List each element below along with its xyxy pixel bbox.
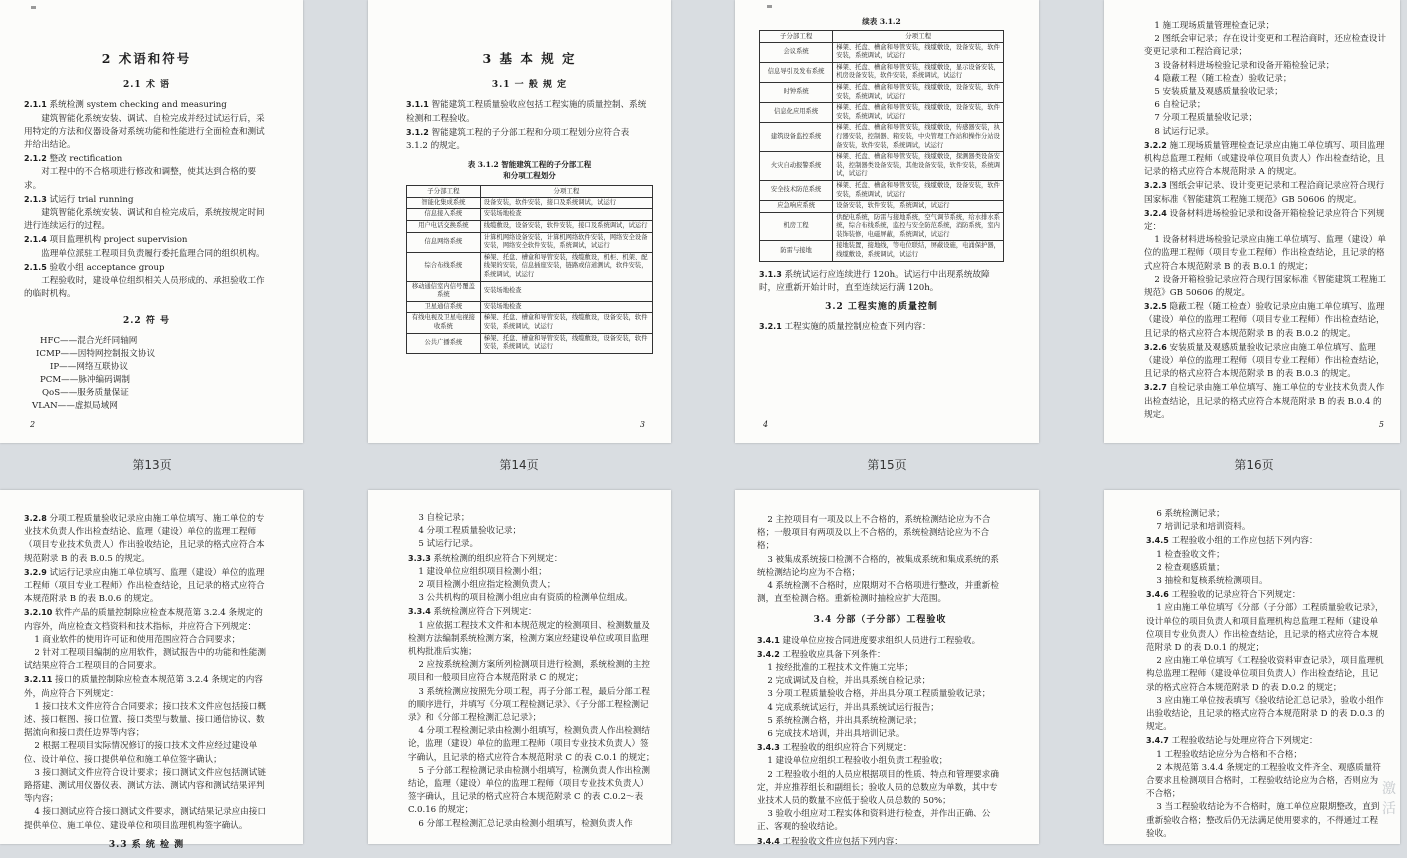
table-cell: 火灾自动报警系统 (760, 152, 833, 181)
paragraph (24, 634, 269, 647)
table-cell: 智能化集成系统 (407, 197, 481, 209)
paragraph (759, 320, 1004, 334)
table-cell: 梯架、托盘、槽盒和导管安装，线缆敷设，机柜、机架、配线架的安装，信息插座安装，链路或信道测试，软件安装，系统调试，试运行 (480, 252, 652, 281)
term-heading (24, 152, 269, 166)
clause-text: 2 根据工程项目实际情况修订的接口技术文件应经过建设单位、设计单位、接口提供单位和施工单位签字确认； (24, 741, 258, 765)
clause-text: 系统检测应符合下列规定： (433, 607, 537, 618)
paragraph (1146, 695, 1386, 735)
paragraph (406, 98, 653, 125)
document-page-18[interactable] (368, 490, 671, 844)
term-heading (24, 261, 269, 275)
item-list (1146, 508, 1386, 534)
clause-text: 分项工程质量验收记录应由施工单位填写、施工单位的专业技术负责人作出检查结论、监理（建设）单位的监理工程师（项目专业技术负责人）作出验收结论，且记录的格式应符合本规范附录 B 的表 B.0.5 的规定。 (24, 514, 265, 564)
section-title: 3.4 分部（子分部）工程验收 (813, 615, 947, 626)
table-cell: 梯架、托盘、槽盒和导管安装，线缆敷设，设备安装，软件安装，系统调试，试运行 (480, 313, 652, 333)
document-page-15[interactable] (735, 0, 1039, 443)
paragraph (1146, 734, 1386, 748)
clause-text: 3 公共机构的项目检测小组应由有资质的检测单位组成。 (418, 593, 633, 604)
clause-text: 2 应由施工单位填写《工程验收资料审查记录》，项目监理机构总监理工程师（建设单位项目负责人）作出检查结论，且记录的格式应符合本规范附录 D 的表 D.0.2 的规定； (1146, 656, 1384, 693)
table-cell: 安装场地检查 (480, 301, 652, 313)
division-table (406, 185, 653, 354)
document-page-20[interactable] (1104, 490, 1400, 844)
paragraph (406, 126, 653, 153)
table-caption (406, 159, 653, 181)
paragraph (24, 512, 269, 566)
list-item: 7 培训记录和培训资料。 (1156, 522, 1251, 533)
paragraphs (1146, 534, 1386, 841)
clause-text: 2 设备开箱检验记录应符合现行国家标准《智能建筑工程施工规范》GB 50606 的规定。 (1144, 274, 1386, 299)
table-row (407, 313, 653, 333)
table-row (760, 180, 1004, 200)
list-item: 8 试运行记录。 (1154, 126, 1215, 137)
symbol-item: PCM——脉冲编码调制 (40, 374, 130, 385)
table-row (407, 301, 653, 313)
table-cell: 有线电视及卫星电视接收系统 (407, 313, 481, 333)
clause-text: 1 商业软件的使用许可证和使用范围应符合合同要求； (34, 634, 241, 645)
list-item: 6 系统检测记录； (1156, 509, 1225, 519)
clause-number: 3.2.2 (1144, 140, 1167, 150)
table-cell: 公共广播系统 (407, 333, 481, 353)
clause-number: 3.2.9 (24, 567, 47, 577)
term-definition: 建筑智能化系统安装、调试、自检完成并经过试运行后，采用特定的方法和仪器设备对系统功能和性能进行全面检查和测试并给出结论。 (24, 113, 265, 151)
clause-text: 4 完成系统试运行，并出具系统试运行报告； (767, 702, 939, 713)
table-cell: 设备安装，软件安装，系统调试，试运行 (833, 201, 1004, 213)
table-header-cell: 子分部工程 (760, 31, 833, 43)
paragraph (24, 673, 269, 700)
paragraph (408, 659, 655, 685)
clause-number: 3.2.7 (1144, 383, 1167, 393)
table-cell: 安装场地检查 (480, 209, 652, 221)
clause-number: 3.1.1 (406, 100, 429, 110)
paragraph (1146, 762, 1386, 802)
paragraph (24, 606, 269, 633)
clause-number: 3.2.4 (1144, 208, 1167, 218)
table-cell: 梯架、托盘、槽盒和导管安装，线缆敷设，设备安装，软件安装，系统调试，试运行 (833, 82, 1004, 102)
document-page-19[interactable] (735, 490, 1039, 847)
clause-number: 3.4.4 (757, 836, 780, 846)
clause-number: 2.1.3 (24, 194, 47, 204)
table-cell: 时钟系统 (760, 82, 833, 102)
clause-number: 3.4.6 (1146, 590, 1169, 600)
clause-text: 2 项目检测小组应指定检测负责人； (418, 580, 556, 591)
clause-text: 2 应按系统检测方案所列检测项目进行检测，系统检测的主控项目和一般项目应符合本规范附录 C 的规定； (408, 660, 650, 684)
page-caption[interactable]: 第14页 (499, 458, 539, 472)
paragraph (757, 634, 1003, 648)
clause-text: 2 主控项目有一项及以上不合格的，系统检测结论应为不合格；一般项目有两项及以上不合格的，系统检测结论应为不合格； (757, 515, 991, 552)
chapter-title: 3 基 本 规 定 (482, 51, 577, 66)
clause-text: 3 被集成系统接口检测不合格的，被集成系统和集成系统的系统检测结论均应为不合格； (757, 554, 999, 578)
clause-text: 3 接口测试文件应符合设计要求；接口测试文件应包括测试链路搭建、测试用仪器仪表、测试方法、测试内容和测试结果评判等内容； (24, 767, 266, 805)
paragraphs (759, 268, 1004, 295)
paragraph (757, 715, 1003, 728)
clause-text: 图纸会审记录、设计变更记录和工程洽商记录应符合现行国家标准《智能建筑工程施工规范》GB 50606 的规定。 (1144, 181, 1385, 205)
section-title: 3.1 一 般 规 定 (491, 80, 568, 91)
clause-text: 建设单位应按合同进度要求组织人员进行工程验收。 (782, 635, 981, 646)
clause-text: 6 分部工程检测汇总记录由检测小组填写，检测负责人作 (418, 818, 633, 829)
clause-text: 1 应依据工程技术文件和本规范规定的检测项目、检测数量及检测方法编制系统检测方案，检测方案应经建设单位或项目监理机构批准后实施； (408, 620, 650, 658)
paragraph (757, 648, 1003, 662)
clause-text: 智能建筑工程的子分部工程和分项工程划分应符合表 3.1.2 的规定。 (406, 127, 630, 152)
term-name: 整改 rectification (49, 154, 123, 165)
table-row (407, 252, 653, 281)
table-row (760, 62, 1004, 82)
paragraph (24, 701, 269, 741)
clause-text: 2 工程验收小组的人员应根据项目的性质、特点和管理要求确定，并应推荐组长和副组长；验收人员的总数应为单数，其中专业技术人员的数量不应低于验收人员总数的 50%； (757, 769, 999, 807)
term-definition: 监理单位派驻工程项目负责履行委托监理合同的组织机构。 (41, 248, 265, 259)
clause-text: 安装质量及观感质量验收记录应由施工单位填写、监理（建设）单位的监理工程师（项目专业工程师）作出检查结论，且记录的格式应符合本规范附录 B 的表 B.0.3 的规定。 (1144, 342, 1385, 380)
clause-text: 3 抽检和复核系统检测项目。 (1156, 576, 1268, 587)
term-definition: 对工程中的不合格项进行修改和调整，使其达到合格的要求。 (24, 167, 257, 191)
paragraph (24, 566, 269, 607)
clause-text: 4 分项工程检测记录由检测小组填写，检测负责人作出检测结论，监理（建设）单位的监理工程师（项目专业技术负责人）签字确认，且记录的格式应符合本规范附录 C 的表 C.0.1 的规定； (408, 726, 655, 763)
clause-text: 3 验收小组应对工程实体和资料进行检查，并作出正确、公正、客观的验收结论。 (757, 809, 991, 833)
clause-number: 3.2.10 (24, 608, 53, 618)
list-item: 5 试运行记录。 (418, 539, 479, 550)
table-cell: 线缆敷设，设备安装，软件安装，接口及系统调试，试运行 (480, 221, 652, 233)
document-page-14[interactable] (368, 0, 671, 443)
table-row (407, 221, 653, 233)
paragraphs (24, 512, 269, 858)
table-row (407, 232, 653, 252)
clause-number: 3.2.5 (1144, 302, 1167, 312)
table-cell: 设备安装，软件安装，接口及系统调试，试运行 (480, 197, 652, 209)
clause-number: 2.1.4 (24, 235, 47, 245)
table-cell: 应急响应系统 (760, 201, 833, 213)
page-number: 3 (639, 419, 645, 429)
table-cell: 梯架、托盘、槽盒和导管安装，线缆敷设，传感器安装，执行器安装，控制器、箱安装，中央管理工作站和操作分站设备安装，软件安装，系统调试，试运行 (833, 123, 1004, 152)
clause-text: 2 检查观感质量； (1156, 562, 1225, 573)
paragraph (408, 605, 655, 619)
page-caption[interactable]: 第16页 (1234, 458, 1274, 472)
clause-text: 系统试运行应连续进行 120h。试运行中出现系统故障时，应重新开始计时，直至连续运行满 120h。 (759, 269, 990, 293)
table-cell: 梯架、托盘、槽盒和导管安装，线缆敷设，设备安装，软件安装，系统调试，试运行 (833, 103, 1004, 123)
clause-text: 施工现场质量管理检查记录应由施工单位填写、项目监理机构总监理工程师（或建设单位项目负责人）作出检查结论，且记录的格式应符合本规范附录 A 的规定。 (1144, 140, 1385, 178)
paragraphs (757, 634, 1003, 849)
table-cell: 综合布线系统 (407, 252, 481, 281)
table-row (407, 197, 653, 209)
clause-text: 1 建设单位应组织项目检测小组； (418, 566, 547, 577)
clause-text: 5 系统检测合格，并出具系统检测记录； (767, 715, 922, 726)
section-title: 3.3 系 统 检 测 (108, 839, 185, 850)
table-header-row (760, 31, 1004, 43)
clause-text: 1 检查验收文件； (1156, 549, 1225, 560)
document-page-13[interactable] (0, 0, 303, 443)
term-name: 项目监理机构 project supervision (49, 235, 188, 246)
clause-text: 1 应由施工单位填写《分部（子分部）工程质量验收记录》，设计单位的项目负责人和项目监理机构总监理工程师（建设单位项目专业负责人）作出检查结论，且记录的格式应符合本规范附录 D 的表 D.0.1 的规定； (1146, 603, 1384, 654)
symbol-item: IP——网络互联协议 (50, 361, 128, 372)
clause-text: 1 建设单位应组织工程验收小组负责工程验收； (767, 756, 948, 767)
terms-list (24, 98, 269, 301)
paragraph (757, 808, 1003, 834)
section-title: 3.2 工程实施的质量控制 (825, 302, 938, 313)
term-heading (24, 233, 269, 247)
list-item: 3 设备材料进场检验记录和设备开箱检验记录； (1154, 60, 1335, 71)
paragraph (757, 835, 1003, 849)
paragraph (1144, 274, 1386, 300)
paragraph (1144, 381, 1386, 422)
table-row (407, 333, 653, 353)
table-row (760, 42, 1004, 62)
clause-text: 3 应由施工单位按表填写《验收结论汇总记录》，验收小组作出验收结论，且记录的格式应符合本规范附录 D 的表 D.0.3 的规定。 (1146, 695, 1385, 733)
clause-text: 工程验收的记录应符合下列规定： (1171, 590, 1301, 601)
table-cell: 供配电系统，防雷与接地系统，空气调节系统，给水排水系统，综合布线系统，监控与安全防范系统，消防系统，室内装饰装修，电磁屏蔽，系统调试，试运行 (833, 212, 1004, 241)
table-title: 续表 3.1.2 (862, 17, 901, 26)
clause-number: 2.1.2 (24, 154, 47, 164)
clause-number: 3.4.7 (1146, 736, 1169, 746)
clause-number: 3.4.5 (1146, 536, 1169, 546)
page-number: 5 (1378, 419, 1384, 429)
term-name: 系统检测 system checking and measuring (49, 100, 227, 111)
clause-text: 1 按经批准的工程技术文件施工完毕； (767, 663, 914, 674)
clause-text: 1 工程验收结论应分为合格和不合格； (1156, 749, 1303, 760)
page-number: 4 (763, 419, 769, 429)
table-cell: 安全技术防范系统 (760, 180, 833, 200)
table-row (407, 281, 653, 301)
clause-text: 1 接口技术文件应符合合同要求；接口技术文件应包括接口概述、接口框图、接口位置、接口类型与数量、接口通信协议、数据流向和接口责任边界等内容； (24, 701, 266, 739)
table-caption-line: 和分项工程划分 (503, 171, 556, 181)
paragraph (757, 728, 1003, 741)
table-cell: 梯架、托盘、槽盒和导管安装，线缆敷设，设备安装，软件安装，系统调试，试运行 (833, 180, 1004, 200)
clause-text: 试运行记录应由施工单位填写、监理（建设）单位的监理工程师（项目专业工程师）作出检查结论，且记录的格式应符合本规范附录 B 的表 B.0.6 的规定。 (24, 567, 265, 605)
clause-number: 3.2.11 (24, 675, 53, 685)
clause-text: 软件产品的质量控制除应检查本规范第 3.2.4 条规定的内容外，尚应检查文档资料和技术指标，并应符合下列规定： (24, 608, 263, 632)
clause-number: 2.1.5 (24, 262, 47, 272)
table-row (760, 82, 1004, 102)
list-item: 5 安装质量及观感质量验收记录； (1154, 87, 1283, 98)
clause-number: 3.2.8 (24, 514, 47, 523)
paragraph (757, 662, 1003, 675)
page-caption[interactable]: 第13页 (132, 458, 172, 472)
clause-number: 3.1.3 (759, 269, 782, 279)
term-definition: 建筑智能化系统安装、调试和自检完成后，系统按规定时间进行连续运行的过程。 (24, 208, 265, 232)
table-cell: 信息接入系统 (407, 209, 481, 221)
scan-mark (31, 6, 36, 9)
paragraph (1144, 179, 1386, 206)
clause-text: 2 针对工程项目编制的应用软件，测试报告中的功能和性能测试结果应符合工程项目的合同要求。 (24, 648, 266, 672)
table-cell: 信息网络系统 (407, 232, 481, 252)
clause-text: 工程验收文件应包括下列内容： (782, 836, 903, 847)
list-item: 7 分项工程质量验收记录； (1154, 113, 1258, 124)
clause-text: 隐蔽工程（随工检查）验收记录应由施工单位填写、监理（建设）单位的监理工程师（项目专业工程师）作出检查结论，且记录的格式应符合本规范附录 B 的表 B.0.2 的规定。 (1144, 302, 1385, 339)
clause-text: 设备材料进场检验记录和设备开箱检验记录应符合下列规定： (1144, 208, 1385, 233)
table-cell: 移动通信室内信号覆盖系统 (407, 281, 481, 301)
page-number: 2 (30, 419, 36, 429)
table-row (760, 103, 1004, 123)
clause-number: 3.3.3 (408, 553, 431, 563)
clause-text: 工程验收应具备下列条件： (782, 649, 886, 660)
clause-number: 3.2.1 (759, 322, 782, 332)
paragraph (24, 767, 269, 807)
paragraph (1146, 655, 1386, 695)
paragraph (1144, 300, 1386, 341)
clause-text: 1 设备材料进场检验记录应由施工单位填写、监理（建设）单位的监理工程师（项目专业工程师）作出检查结论，且记录的格式应符合本规范附录 B 的表 B.0.1 的规定； (1144, 235, 1386, 272)
table-row (760, 212, 1004, 241)
paragraph (757, 755, 1003, 768)
page-caption[interactable]: 第15页 (867, 458, 907, 472)
table-row (760, 152, 1004, 181)
table-cell: 梯架、托盘、槽盒和导管安装，线缆敷设，显示设备安装，机房设备安装，软件安装，系统调试，试运行 (833, 62, 1004, 82)
symbol-item: HFC——混合光纤同轴网 (40, 335, 138, 346)
paragraph (408, 818, 655, 831)
paragraph (408, 552, 655, 566)
section-title: 2.2 符 号 (123, 316, 170, 327)
watermark: 激活 (1382, 781, 1396, 817)
clause-number: 3.4.3 (757, 743, 780, 753)
paragraph (757, 580, 1003, 606)
clause-text: 4 接口测试应符合接口测试文件要求，测试结果记录应由接口提供单位、施工单位、建设单位和项目监理机构签字确认。 (24, 807, 266, 831)
table-cell: 信息导引及发布系统 (760, 62, 833, 82)
table-header-row (407, 186, 653, 198)
table-header-cell: 子分部工程 (407, 186, 481, 198)
clause-text: 3 分项工程质量验收合格，并出具分项工程质量验收记录； (767, 689, 991, 700)
table-cell: 梯架、托盘、槽盒和导管安装，线缆敷设，设备安装，软件安装，系统调试，试运行 (833, 42, 1004, 62)
paragraph (1146, 562, 1386, 575)
document-page-17[interactable] (0, 490, 303, 850)
division-table-continued (759, 30, 1004, 262)
paragraph (1144, 139, 1386, 180)
paragraph (1144, 207, 1386, 234)
paragraph (408, 620, 655, 660)
paragraph (757, 769, 1003, 809)
list-item: 3 自检记录； (418, 513, 470, 523)
paragraph (408, 592, 655, 605)
paragraph (408, 765, 655, 818)
document-page-16[interactable] (1104, 0, 1400, 443)
paragraph (1146, 549, 1386, 562)
clause-text: 工程验收小组的工作应包括下列内容： (1171, 536, 1318, 547)
clause-text: 接口的质量控制除应检查本规范第 3.2.4 条规定的内容外，尚应符合下列规定： (24, 675, 263, 699)
paragraph (1146, 588, 1386, 602)
table-cell: 计算机网络设备安装，计算机网络软件安装，网络安全设备安装，网络安全软件安装，系统调试，试运行 (480, 232, 652, 252)
table-header-cell: 分项工程 (833, 31, 1004, 43)
clause-text: 智能建筑工程质量验收应包括工程实施的质量控制、系统检测和工程验收。 (406, 100, 647, 124)
section-title: 2.1 术 语 (123, 80, 170, 91)
paragraphs (408, 552, 655, 831)
paragraph (757, 688, 1003, 701)
clause-text: 4 系统检测不合格时，应限期对不合格项进行整改，并重新检测，直至检测合格。重新检测时抽检应扩大范围。 (757, 581, 999, 605)
clause-text: 工程验收结论与处理应符合下列规定： (1171, 736, 1318, 747)
table-cell: 建筑设备监控系统 (760, 123, 833, 152)
paragraph (1144, 234, 1386, 274)
symbol-item: VLAN——虚拟局域网 (32, 400, 118, 411)
table-cell: 防雷与接地 (760, 241, 833, 261)
item-list (1144, 20, 1386, 139)
table-row (760, 201, 1004, 213)
term-name: 试运行 trial running (49, 194, 134, 205)
paragraph (1146, 801, 1386, 841)
paragraph (24, 806, 269, 832)
clause-number: 3.3.4 (408, 607, 431, 617)
list-item: 1 施工现场质量管理检查记录； (1154, 21, 1275, 31)
paragraph (757, 554, 1003, 580)
table-row (760, 241, 1004, 261)
clause-number: 3.4.2 (757, 649, 780, 659)
clause-number: 3.1.2 (406, 127, 429, 137)
table-cell: 用户电话交换系统 (407, 221, 481, 233)
paragraph (408, 686, 655, 726)
paragraphs (1144, 139, 1386, 422)
paragraph (757, 675, 1003, 688)
symbols-list (24, 335, 269, 413)
paragraph (759, 268, 1004, 295)
table-cell: 梯架、托盘、槽盒和导管安装，线缆敷设，探测器类设备安装，控制器类设备安装，其他设备安装，软件安装，系统调试，试运行 (833, 152, 1004, 181)
clause-text: 自检记录由施工单位填写、施工单位的专业技术负责人作出检查结论，且记录的格式应符合本规范附录 B 的表 B.0.4 的规定。 (1144, 383, 1385, 420)
paragraph (1144, 341, 1386, 382)
table-cell: 梯架、托盘、槽盒和导管安装，线缆敷设，设备安装，软件安装，系统调试，试运行 (480, 333, 652, 353)
paragraph (757, 702, 1003, 715)
paragraph (757, 514, 1003, 554)
chapter-title: 2 术语和符号 (101, 51, 192, 66)
paragraph (24, 740, 269, 766)
scan-mark (767, 5, 772, 8)
table-row (760, 123, 1004, 152)
table-cell: 安装场地检查 (480, 281, 652, 301)
term-heading (24, 98, 269, 112)
paragraph (24, 647, 269, 673)
paragraph (408, 579, 655, 592)
symbol-item: ICMP——因特网控制报文协议 (36, 348, 156, 359)
paragraph (1146, 534, 1386, 548)
list-item: 6 自检记录； (1154, 100, 1206, 111)
term-definition: 工程验收时，建设单位组织相关人员形成的、承担验收工作的临时机构。 (24, 276, 265, 300)
list-item: 4 隐蔽工程（随工检查）验收记录； (1154, 73, 1292, 84)
clause-number: 3.2.6 (1144, 342, 1167, 352)
table-header-cell: 分项工程 (480, 186, 652, 198)
clause-number: 2.1.1 (24, 100, 47, 110)
term-heading (24, 193, 269, 207)
clause-text: 工程验收的组织应符合下列规定： (782, 743, 912, 754)
clause-text: 2 完成调试及自检，并出具系统自检记录； (767, 676, 931, 687)
table-row (407, 209, 653, 221)
table-cell: 信息化应用系统 (760, 103, 833, 123)
clause-number: 3.4.1 (757, 635, 780, 645)
clause-text: 5 子分部工程检测记录由检测小组填写，检测负责人作出检测结论，监理（建设）单位的监理工程师（项目专业技术负责人）签字确认，且记录的格式应符合本规范附录 C 的表 C.0.2～表 C.0.16 的规定； (408, 765, 650, 816)
symbol-item: QoS——服务质量保证 (42, 387, 129, 398)
clause-text: 2 本规范第 3.4.4 条规定的工程验收文件齐全、观感质量符合要求且检测项目合格时，工程验收结论应为合格，否则应为不合格； (1146, 762, 1381, 800)
paragraphs (757, 514, 1003, 606)
paragraph (1146, 749, 1386, 762)
clause-text: 3 当工程验收结论为不合格时，施工单位应限期整改，直到重新验收合格；整改后仍无法满足使用要求的，不得通过工程验收。 (1146, 802, 1380, 839)
list-item: 2 图纸会审记录；存在设计变更和工程洽商时，还应检查设计变更记录和工程洽商记录； (1144, 34, 1386, 58)
clause-number: 3.2.3 (1144, 181, 1167, 191)
clause-text: 3 系统检测应按照先分项工程，再子分部工程，最后分部工程的顺序进行，并填写《分项工程检测记录》、《子分部工程检测记录》和《分部工程检测汇总记录》； (408, 686, 650, 724)
clause-text: 6 完成技术培训，并出具培训记录。 (767, 729, 905, 740)
table-cell: 卫星通信系统 (407, 301, 481, 313)
paragraph (408, 566, 655, 579)
item-list (408, 512, 655, 552)
table-caption-line: 表 3.1.2 智能建筑工程的子分部工程 (467, 160, 592, 170)
paragraph (1146, 575, 1386, 588)
table-cell: 接地装置，接地线，等电位联结，屏蔽设施，电涌保护器，线缆敷设，系统调试，试运行 (833, 241, 1004, 261)
paragraph (757, 741, 1003, 755)
table-cell: 会议系统 (760, 42, 833, 62)
clause-text: 工程实施的质量控制应检查下列内容： (784, 322, 931, 333)
term-name: 验收小组 acceptance group (49, 262, 165, 273)
clause-text: 系统检测的组织应符合下列规定： (433, 553, 563, 564)
paragraph (408, 725, 655, 765)
table-cell: 机房工程 (760, 212, 833, 241)
paragraph (1146, 602, 1386, 655)
paragraphs (406, 98, 653, 153)
list-item: 4 分项工程质量验收记录； (418, 526, 522, 537)
